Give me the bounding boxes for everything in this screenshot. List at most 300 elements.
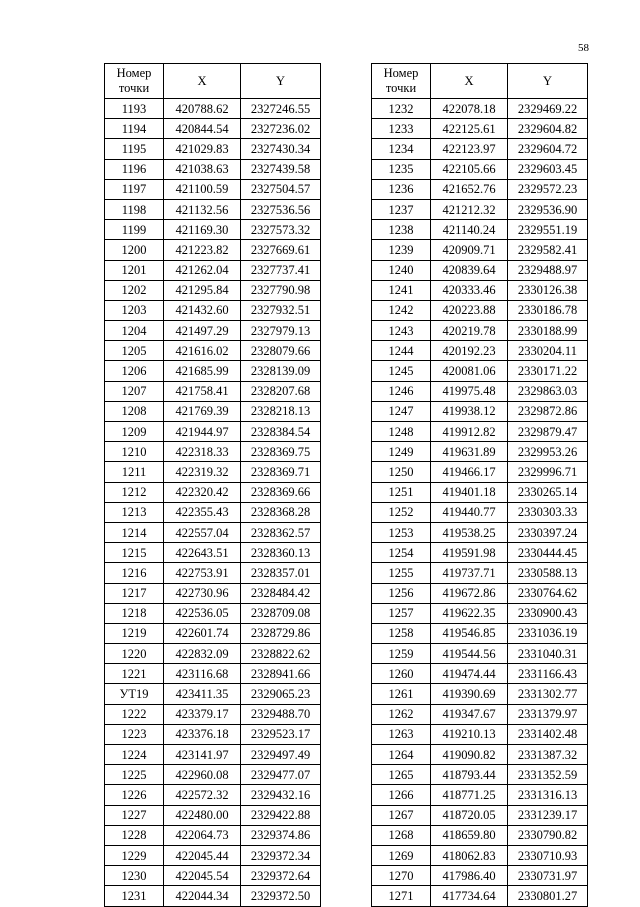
table-row <box>372 179 588 199</box>
table-row <box>372 805 588 825</box>
y-coordinate-cell: 2327737.41 <box>241 260 321 280</box>
x-coordinate-cell: 423116.68 <box>164 664 241 684</box>
y-coordinate-cell: 2329374.86 <box>241 825 321 845</box>
table-row <box>105 442 321 462</box>
x-coordinate-cell: 419090.82 <box>431 745 508 765</box>
x-coordinate-cell: 419672.86 <box>431 583 508 603</box>
y-coordinate-cell: 2330188.99 <box>508 321 588 341</box>
point-number-cell: 1267 <box>372 805 431 825</box>
table-row <box>105 381 321 401</box>
point-number-cell: 1225 <box>105 765 164 785</box>
y-coordinate-cell: 2331352.59 <box>508 765 588 785</box>
y-coordinate-cell: 2331316.13 <box>508 785 588 805</box>
table-row <box>105 220 321 240</box>
table-header-row <box>372 64 588 99</box>
table-row <box>372 886 588 906</box>
x-coordinate-cell: 421212.32 <box>431 199 508 219</box>
x-coordinate-cell: 421295.84 <box>164 280 241 300</box>
point-number-cell: 1194 <box>105 119 164 139</box>
y-coordinate-cell: 2331239.17 <box>508 805 588 825</box>
x-header: X <box>164 64 241 99</box>
point-number-cell: 1214 <box>105 522 164 542</box>
coordinates-table-right <box>371 63 588 907</box>
x-coordinate-cell: 420333.46 <box>431 280 508 300</box>
point-number-cell: 1255 <box>372 563 431 583</box>
y-coordinate-cell: 2329372.64 <box>241 866 321 886</box>
table-row <box>372 583 588 603</box>
table-row <box>105 805 321 825</box>
y-coordinate-cell: 2329582.41 <box>508 240 588 260</box>
point-number-cell: 1226 <box>105 785 164 805</box>
point-number-cell: 1270 <box>372 866 431 886</box>
point-number-cell: 1221 <box>105 664 164 684</box>
table-row <box>372 724 588 744</box>
point-number-cell: 1246 <box>372 381 431 401</box>
y-coordinate-cell: 2330186.78 <box>508 300 588 320</box>
y-coordinate-cell: 2327932.51 <box>241 300 321 320</box>
table-row <box>372 280 588 300</box>
y-coordinate-cell: 2331166.43 <box>508 664 588 684</box>
table-row <box>372 119 588 139</box>
table-header-row <box>105 64 321 99</box>
point-number-cell: 1260 <box>372 664 431 684</box>
x-coordinate-cell: 419210.13 <box>431 724 508 744</box>
y-coordinate-cell: 2329879.47 <box>508 422 588 442</box>
x-coordinate-cell: 421223.82 <box>164 240 241 260</box>
x-coordinate-cell: 422045.44 <box>164 845 241 865</box>
y-coordinate-cell: 2329372.34 <box>241 845 321 865</box>
y-coordinate-cell: 2328729.86 <box>241 623 321 643</box>
table-row <box>105 199 321 219</box>
y-coordinate-cell: 2329488.70 <box>241 704 321 724</box>
y-coordinate-cell: 2330265.14 <box>508 482 588 502</box>
point-number-cell: 1259 <box>372 644 431 664</box>
y-coordinate-cell: 2328357.01 <box>241 563 321 583</box>
y-coordinate-cell: 2328369.71 <box>241 462 321 482</box>
x-coordinate-cell: 419347.67 <box>431 704 508 724</box>
y-coordinate-cell: 2330731.97 <box>508 866 588 886</box>
table-row <box>105 321 321 341</box>
table-row <box>372 381 588 401</box>
y-coordinate-cell: 2331040.31 <box>508 644 588 664</box>
x-coordinate-cell: 419466.17 <box>431 462 508 482</box>
point-number-cell: 1250 <box>372 462 431 482</box>
x-coordinate-cell: 423376.18 <box>164 724 241 744</box>
table-row <box>105 886 321 906</box>
point-number-cell: 1269 <box>372 845 431 865</box>
x-coordinate-cell: 421132.56 <box>164 199 241 219</box>
x-coordinate-cell: 422123.97 <box>431 139 508 159</box>
point-number-cell: 1256 <box>372 583 431 603</box>
y-coordinate-cell: 2331387.32 <box>508 745 588 765</box>
point-number-cell: 1202 <box>105 280 164 300</box>
x-coordinate-cell: 422078.18 <box>431 99 508 119</box>
point-number-cell: 1247 <box>372 401 431 421</box>
x-coordinate-cell: 419440.77 <box>431 502 508 522</box>
x-coordinate-cell: 422572.32 <box>164 785 241 805</box>
y-coordinate-cell: 2327790.98 <box>241 280 321 300</box>
point-number-cell: 1224 <box>105 745 164 765</box>
table-row <box>105 159 321 179</box>
x-coordinate-cell: 422125.61 <box>431 119 508 139</box>
table-row <box>105 280 321 300</box>
table-row <box>105 664 321 684</box>
x-coordinate-cell: 421497.29 <box>164 321 241 341</box>
x-coordinate-cell: 423379.17 <box>164 704 241 724</box>
table-row <box>105 462 321 482</box>
table-row <box>372 220 588 240</box>
y-coordinate-cell: 2330444.45 <box>508 543 588 563</box>
x-coordinate-cell: 422480.00 <box>164 805 241 825</box>
table-row <box>105 765 321 785</box>
table-body <box>372 99 588 907</box>
y-coordinate-cell: 2327669.61 <box>241 240 321 260</box>
y-coordinate-cell: 2329863.03 <box>508 381 588 401</box>
y-coordinate-cell: 2330764.62 <box>508 583 588 603</box>
point-number-header-line2: точки <box>118 81 150 95</box>
table-row <box>105 583 321 603</box>
point-number-cell: 1206 <box>105 361 164 381</box>
y-coordinate-cell: 2329953.26 <box>508 442 588 462</box>
x-coordinate-cell: 422601.74 <box>164 623 241 643</box>
table-row <box>372 664 588 684</box>
point-number-cell: УТ19 <box>105 684 164 704</box>
point-number-header <box>105 64 164 99</box>
y-coordinate-cell: 2329523.17 <box>241 724 321 744</box>
table-row <box>105 300 321 320</box>
x-coordinate-cell: 419538.25 <box>431 522 508 542</box>
y-coordinate-cell: 2328369.75 <box>241 442 321 462</box>
x-coordinate-cell: 421616.02 <box>164 341 241 361</box>
table-row <box>105 845 321 865</box>
point-number-cell: 1210 <box>105 442 164 462</box>
point-number-cell: 1208 <box>105 401 164 421</box>
x-coordinate-cell: 422320.42 <box>164 482 241 502</box>
point-number-cell: 1230 <box>105 866 164 886</box>
y-coordinate-cell: 2330303.33 <box>508 502 588 522</box>
x-coordinate-cell: 422044.34 <box>164 886 241 906</box>
x-coordinate-cell: 421432.60 <box>164 300 241 320</box>
x-coordinate-cell: 422355.43 <box>164 502 241 522</box>
point-number-cell: 1229 <box>105 845 164 865</box>
point-number-cell: 1271 <box>372 886 431 906</box>
x-coordinate-cell: 420081.06 <box>431 361 508 381</box>
y-coordinate-cell: 2327979.13 <box>241 321 321 341</box>
point-number-cell: 1203 <box>105 300 164 320</box>
x-coordinate-cell: 419622.35 <box>431 603 508 623</box>
point-number-cell: 1242 <box>372 300 431 320</box>
point-number-header-line1: Номер <box>116 66 152 80</box>
point-number-cell: 1235 <box>372 159 431 179</box>
y-coordinate-cell: 2329372.50 <box>241 886 321 906</box>
point-number-cell: 1195 <box>105 139 164 159</box>
point-number-cell: 1253 <box>372 522 431 542</box>
point-number-cell: 1239 <box>372 240 431 260</box>
x-coordinate-cell: 417986.40 <box>431 866 508 886</box>
table-row <box>372 260 588 280</box>
point-number-cell: 1204 <box>105 321 164 341</box>
point-number-cell: 1228 <box>105 825 164 845</box>
x-coordinate-cell: 421100.59 <box>164 179 241 199</box>
y-coordinate-cell: 2327430.34 <box>241 139 321 159</box>
y-coordinate-cell: 2331379.97 <box>508 704 588 724</box>
point-number-cell: 1238 <box>372 220 431 240</box>
table-row <box>105 99 321 119</box>
point-number-cell: 1197 <box>105 179 164 199</box>
point-number-cell: 1227 <box>105 805 164 825</box>
y-coordinate-cell: 2330126.38 <box>508 280 588 300</box>
point-number-cell: 1234 <box>372 139 431 159</box>
table-row <box>372 644 588 664</box>
x-coordinate-cell: 420844.54 <box>164 119 241 139</box>
coordinates-table-left <box>104 63 321 907</box>
x-coordinate-cell: 421029.83 <box>164 139 241 159</box>
y-coordinate-cell: 2330588.13 <box>508 563 588 583</box>
point-number-cell: 1231 <box>105 886 164 906</box>
table-row <box>372 845 588 865</box>
table-row <box>105 119 321 139</box>
table-row <box>372 825 588 845</box>
table-row <box>372 745 588 765</box>
y-coordinate-cell: 2329422.88 <box>241 805 321 825</box>
y-coordinate-cell: 2329551.19 <box>508 220 588 240</box>
y-coordinate-cell: 2330710.93 <box>508 845 588 865</box>
y-coordinate-cell: 2328484.42 <box>241 583 321 603</box>
x-coordinate-cell: 419390.69 <box>431 684 508 704</box>
y-coordinate-cell: 2329432.16 <box>241 785 321 805</box>
table-row <box>372 422 588 442</box>
x-coordinate-cell: 421758.41 <box>164 381 241 401</box>
x-coordinate-cell: 420839.64 <box>431 260 508 280</box>
table-row <box>372 401 588 421</box>
point-number-cell: 1209 <box>105 422 164 442</box>
table-row <box>372 684 588 704</box>
x-coordinate-cell: 422730.96 <box>164 583 241 603</box>
y-coordinate-cell: 2329603.45 <box>508 159 588 179</box>
table-row <box>105 341 321 361</box>
x-coordinate-cell: 419631.89 <box>431 442 508 462</box>
table-row <box>105 563 321 583</box>
x-coordinate-cell: 422753.91 <box>164 563 241 583</box>
table-row <box>372 442 588 462</box>
y-coordinate-cell: 2329065.23 <box>241 684 321 704</box>
x-coordinate-cell: 418659.80 <box>431 825 508 845</box>
table-row <box>372 785 588 805</box>
y-coordinate-cell: 2329872.86 <box>508 401 588 421</box>
y-coordinate-cell: 2328368.28 <box>241 502 321 522</box>
table-row <box>372 321 588 341</box>
table-row <box>105 623 321 643</box>
y-coordinate-cell: 2328709.08 <box>241 603 321 623</box>
point-number-cell: 1222 <box>105 704 164 724</box>
x-coordinate-cell: 420219.78 <box>431 321 508 341</box>
table-row <box>105 684 321 704</box>
x-coordinate-cell: 419546.85 <box>431 623 508 643</box>
point-number-cell: 1254 <box>372 543 431 563</box>
x-coordinate-cell: 418062.83 <box>431 845 508 865</box>
point-number-cell: 1196 <box>105 159 164 179</box>
table-row <box>372 341 588 361</box>
x-coordinate-cell: 419912.82 <box>431 422 508 442</box>
y-coordinate-cell: 2330801.27 <box>508 886 588 906</box>
point-number-cell: 1212 <box>105 482 164 502</box>
x-coordinate-cell: 421038.63 <box>164 159 241 179</box>
table-body <box>105 99 321 907</box>
point-number-cell: 1268 <box>372 825 431 845</box>
point-number-cell: 1193 <box>105 99 164 119</box>
x-coordinate-cell: 419938.12 <box>431 401 508 421</box>
point-number-cell: 1217 <box>105 583 164 603</box>
point-number-cell: 1263 <box>372 724 431 744</box>
table-row <box>372 543 588 563</box>
table-row <box>105 422 321 442</box>
point-number-cell: 1207 <box>105 381 164 401</box>
x-coordinate-cell: 423141.97 <box>164 745 241 765</box>
point-number-cell: 1219 <box>105 623 164 643</box>
y-coordinate-cell: 2329469.22 <box>508 99 588 119</box>
point-number-cell: 1248 <box>372 422 431 442</box>
y-coordinate-cell: 2329497.49 <box>241 745 321 765</box>
y-coordinate-cell: 2328362.57 <box>241 522 321 542</box>
table-row <box>372 300 588 320</box>
y-coordinate-cell: 2328207.68 <box>241 381 321 401</box>
point-number-cell: 1215 <box>105 543 164 563</box>
table-row <box>372 99 588 119</box>
x-coordinate-cell: 421685.99 <box>164 361 241 381</box>
x-coordinate-cell: 418720.05 <box>431 805 508 825</box>
table-row <box>372 462 588 482</box>
table-row <box>372 199 588 219</box>
x-coordinate-cell: 422064.73 <box>164 825 241 845</box>
x-coordinate-cell: 422318.33 <box>164 442 241 462</box>
point-number-cell: 1236 <box>372 179 431 199</box>
y-coordinate-cell: 2328384.54 <box>241 422 321 442</box>
point-number-cell: 1218 <box>105 603 164 623</box>
point-number-cell: 1200 <box>105 240 164 260</box>
y-coordinate-cell: 2329996.71 <box>508 462 588 482</box>
x-coordinate-cell: 418793.44 <box>431 765 508 785</box>
x-coordinate-cell: 421140.24 <box>431 220 508 240</box>
x-coordinate-cell: 422536.05 <box>164 603 241 623</box>
x-coordinate-cell: 422105.66 <box>431 159 508 179</box>
table-row <box>105 139 321 159</box>
table-row <box>105 785 321 805</box>
y-coordinate-cell: 2329488.97 <box>508 260 588 280</box>
point-number-cell: 1240 <box>372 260 431 280</box>
table-row <box>105 704 321 724</box>
point-number-cell: 1216 <box>105 563 164 583</box>
point-number-cell: 1213 <box>105 502 164 522</box>
y-coordinate-cell: 2330900.43 <box>508 603 588 623</box>
y-coordinate-cell: 2329572.23 <box>508 179 588 199</box>
x-coordinate-cell: 421652.76 <box>431 179 508 199</box>
table-row <box>105 502 321 522</box>
y-coordinate-cell: 2328139.09 <box>241 361 321 381</box>
y-coordinate-cell: 2327439.58 <box>241 159 321 179</box>
point-number-cell: 1205 <box>105 341 164 361</box>
table-row <box>372 765 588 785</box>
x-coordinate-cell: 422045.54 <box>164 866 241 886</box>
y-coordinate-cell: 2330204.11 <box>508 341 588 361</box>
point-number-cell: 1220 <box>105 644 164 664</box>
table-row <box>105 745 321 765</box>
x-coordinate-cell: 422319.32 <box>164 462 241 482</box>
point-number-cell: 1223 <box>105 724 164 744</box>
point-number-cell: 1251 <box>372 482 431 502</box>
table-row <box>372 361 588 381</box>
table-row <box>105 866 321 886</box>
y-header: Y <box>241 64 321 99</box>
table-row <box>105 361 321 381</box>
x-coordinate-cell: 423411.35 <box>164 684 241 704</box>
table-row <box>372 866 588 886</box>
y-coordinate-cell: 2327236.02 <box>241 119 321 139</box>
y-coordinate-cell: 2329604.82 <box>508 119 588 139</box>
x-coordinate-cell: 422643.51 <box>164 543 241 563</box>
x-coordinate-cell: 419737.71 <box>431 563 508 583</box>
table-row <box>105 401 321 421</box>
page-number: 58 <box>578 42 589 54</box>
table-row <box>105 644 321 664</box>
table-row <box>372 240 588 260</box>
x-header: X <box>431 64 508 99</box>
point-number-cell: 1265 <box>372 765 431 785</box>
x-coordinate-cell: 422557.04 <box>164 522 241 542</box>
table-row <box>105 543 321 563</box>
y-coordinate-cell: 2330397.24 <box>508 522 588 542</box>
x-coordinate-cell: 420192.23 <box>431 341 508 361</box>
y-coordinate-cell: 2330790.82 <box>508 825 588 845</box>
x-coordinate-cell: 421169.30 <box>164 220 241 240</box>
table-row <box>105 179 321 199</box>
table-row <box>105 825 321 845</box>
x-coordinate-cell: 419401.18 <box>431 482 508 502</box>
table-row <box>105 522 321 542</box>
x-coordinate-cell: 422960.08 <box>164 765 241 785</box>
point-number-cell: 1262 <box>372 704 431 724</box>
y-coordinate-cell: 2331402.48 <box>508 724 588 744</box>
point-number-cell: 1243 <box>372 321 431 341</box>
table-row <box>105 603 321 623</box>
y-coordinate-cell: 2328941.66 <box>241 664 321 684</box>
x-coordinate-cell: 421944.97 <box>164 422 241 442</box>
y-coordinate-cell: 2328218.13 <box>241 401 321 421</box>
point-number-cell: 1266 <box>372 785 431 805</box>
point-number-header-line2: точки <box>385 81 417 95</box>
point-number-cell: 1198 <box>105 199 164 219</box>
point-number-cell: 1241 <box>372 280 431 300</box>
y-coordinate-cell: 2329604.72 <box>508 139 588 159</box>
table-row <box>105 724 321 744</box>
table-row <box>372 482 588 502</box>
x-coordinate-cell: 421262.04 <box>164 260 241 280</box>
y-coordinate-cell: 2327573.32 <box>241 220 321 240</box>
y-coordinate-cell: 2327246.55 <box>241 99 321 119</box>
y-coordinate-cell: 2331036.19 <box>508 623 588 643</box>
y-coordinate-cell: 2328369.66 <box>241 482 321 502</box>
x-coordinate-cell: 419975.48 <box>431 381 508 401</box>
point-number-cell: 1257 <box>372 603 431 623</box>
table-row <box>372 563 588 583</box>
y-coordinate-cell: 2328822.62 <box>241 644 321 664</box>
point-number-cell: 1252 <box>372 502 431 522</box>
point-number-cell: 1199 <box>105 220 164 240</box>
x-coordinate-cell: 420788.62 <box>164 99 241 119</box>
table-row <box>372 159 588 179</box>
point-number-cell: 1245 <box>372 361 431 381</box>
point-number-cell: 1237 <box>372 199 431 219</box>
y-coordinate-cell: 2328360.13 <box>241 543 321 563</box>
